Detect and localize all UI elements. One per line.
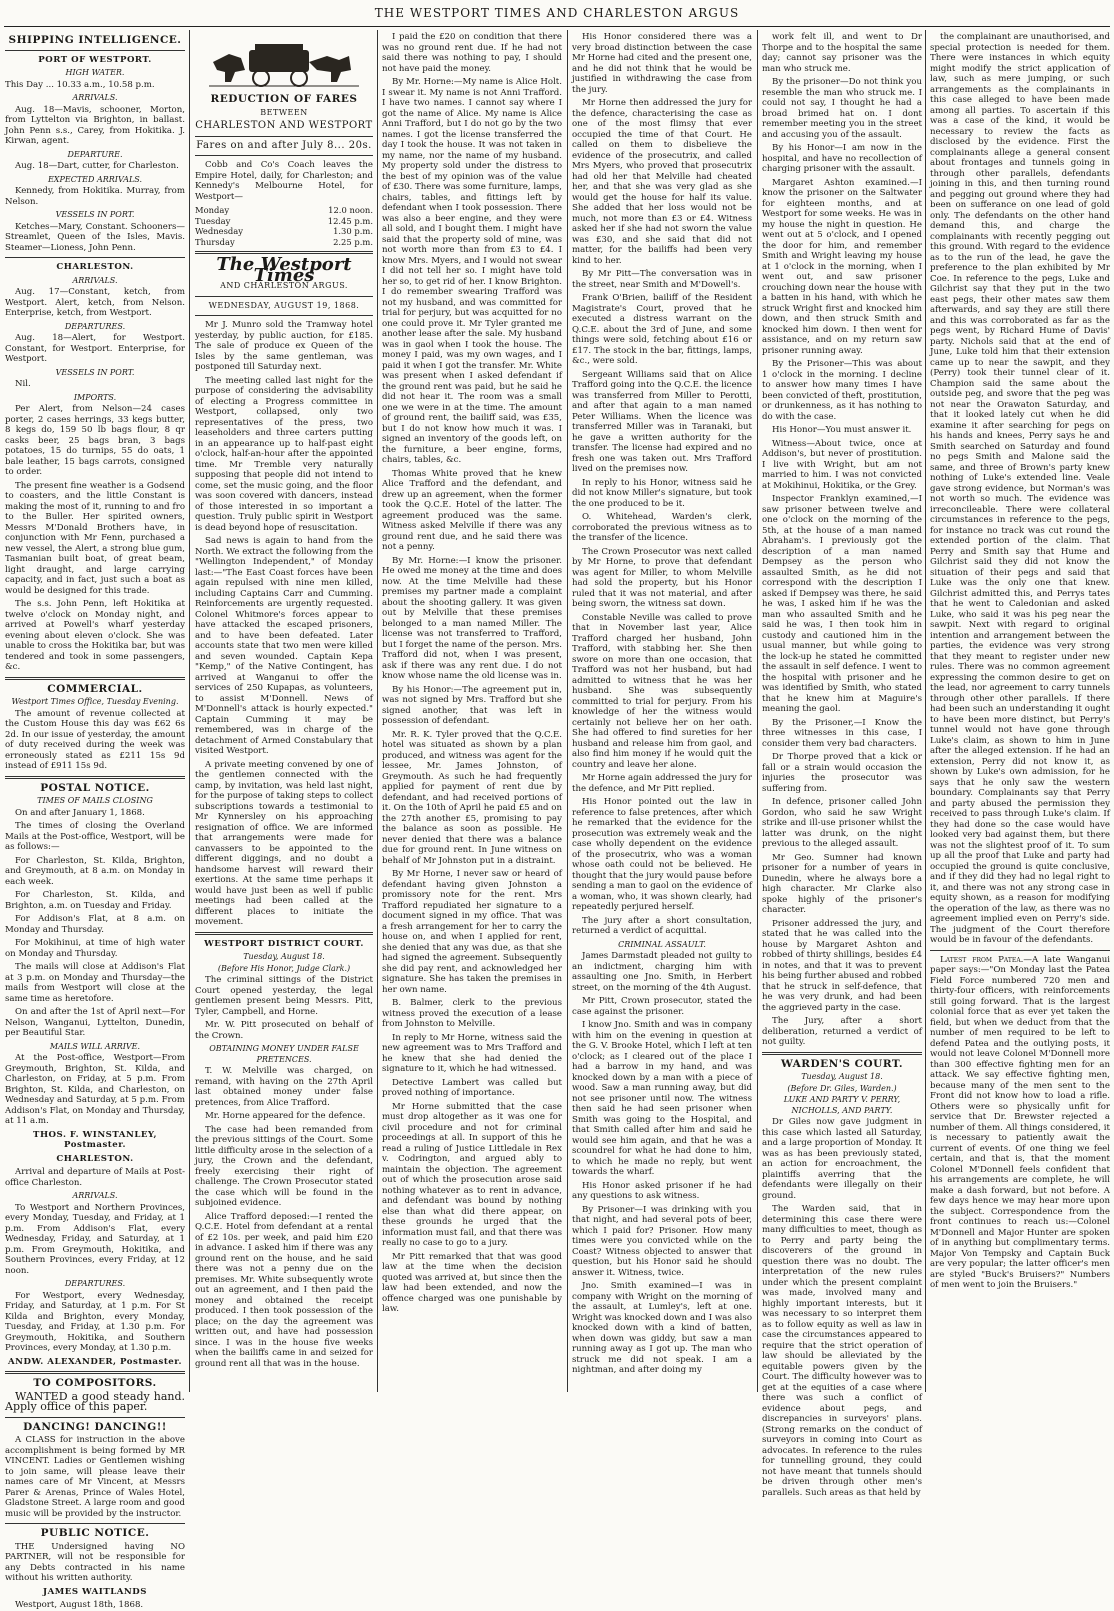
top-rule [4,26,1110,27]
case-heading: LUKE AND PARTY V. PERRY, NICHOLLS, AND PARTY. [783,1095,901,1115]
article-paragraph: His Honor considered there was a very broad distinction between the case Mr Horne had cited and the present one, and he did not think that he would be justified in withdrawing the case from the jury. [572,32,752,95]
timetable-day: Tuesday [195,215,231,226]
article-paragraph: Mr Horne submitted that the case must drop altogether as it was one for civil procedure and not for criminal proceedings at all. In support of this he read a ruling of Justice Littledale in Rex v. Codrington, and argued ably to maintain the objection. The agreement out of which the prosecution arose said nothing whatever as to rent in advance, and defendant was bound by nothing else than what did there appear, on these grounds he urged that the information must fail, and that there was really no case to go to a jury. [382,1101,562,1248]
imports-heading: IMPORTS. [73,392,117,402]
column-3 [382,32,562,1390]
expected: Kennedy, from Hokitika. Murray, from Nelson. [5,186,185,207]
postal-line: The mails will close at Addison's Flat at 3 p.m. on Monday and Thursday—the mails from Westport will close at the same time as heretofore. [5,962,185,1004]
postal-line: For Charleston, St. Kilda, and Brighton, a.m. on Tuesday and Friday. [5,890,185,911]
ch2-arrivals: To Westport and Northern Provinces, every Monday, Tuesday, and Friday, at 1 p.m. From Addison's Flat, every Wednesday, Friday, and Saturday, at 1 p.m. From Greymouth, Hokitika, and Southern Provinces, every Friday, at 12 noon. [5,1202,185,1276]
imports: Per Alert, from Nelson—24 cases porter, 2 cases herrings, 33 kegs butter, 8 kegs do, 159 50 lb bags flour, 8 qr casks beer, 25 bags bran, 3 bags potatoes, 15 do turnips, 55 do oats, 1 bale leather, 15 bags carrots, consigned to order. [5,404,185,477]
expected-heading: EXPECTED ARRIVALS. [47,174,143,184]
charleston-heading: CHARLESTON. [56,262,134,272]
ch-departures-heading: DEPARTURES. [64,321,126,331]
postmaster-signature: THOS. F. WINSTANLEY, Postmaster. [33,1129,157,1150]
article-paragraph: Sergeant Williams said that on Alice Trafford going into the Q.C.E. the licence was transferred from Miller to Perotti, and after that again to a man named Peter Williams. When the licence was transferred Miller was in Taranaki, but he gave a written authority for the transfer. The license had expired and no fresh one was taken out. Mrs Trafford lived on the premises now. [572,369,752,474]
ch2-departures: For Westport, every Wednesday, Friday, and Saturday, at 1 p.m. For St Kilda and Brighton, every Monday, Tuesday, and Friday, at 1.30 p.m. For Greymouth, Hokitika, and Southern Provinces, every Monday, at 1.30 p.m. [5,1290,185,1353]
column-1 [5,32,185,1610]
article-paragraph: By the prisoner—Do not think you resemble the man who struck me. I could not say, I thought he had a broad brimed hat on. I dont remember meeting you in the street and accusing you of the assault. [762,77,922,140]
timetable-row [195,237,373,248]
coach-illustration [209,36,359,90]
weather-paragraph: The present fine weather is a Godsend to coasters, and the little Constant is making the most of it, running to and fro to the Buller. Her spirited owners, Messrs M'Donald Brothers have, in conjunction with Mr Fenn, purchased a new vessel, the Alert, a strong blue gum, Tasmanian built boat, of great beam, light draught, and large carrying capacity, and in fact, just such a boat as would be designed for this trade. [5,480,185,596]
article-paragraph: I know Jno. Smith and was in company with him on the evening in question at the G. V. Brooke Hotel, which I left at ten o'clock; as I cleared out of the place I had a barrow in my hand, and was knocked down by a man with a piece of wood. Saw a man running away, but did not see prisoner until now. The witness then said he had seen prisoner when Smith was going to the Hospital, and that Smith called after him and said he would see him again, and that he was a scoundrel for what he had done to him, to which he made no reply, but went towards the wharf. [572,1020,752,1177]
ch-arrivals: Aug. 17—Constant, ketch, from Westport. Alert, ketch, from Nelson. Enterprise, ketch, from Westport. [5,287,185,318]
ch-vessels-heading: VESSELS IN PORT. [55,367,135,377]
article-paragraph: A private meeting convened by one of the gentlemen connected with the camp, by invitation, was held last night, for the purpose of taking steps to collect subscriptions towards a testimonial to Mr Kynnersley on his approaching resignation of office. We are informed that arrangements were made for canvassers to be appointed to the different diggings, and no doubt a handsome harvest will reward their exertions. At the same time perhaps it would have just been as well if public meetings had been called at the different places to initiate the movement. [195,759,373,927]
fares-route: CHARLESTON AND WESTPORT [195,120,373,131]
article-paragraph: Alice Trafford deposed:—I rented the Q.C.E. Hotel from defendant at a rental of £2 10s. per week, and paid him £20 in advance. I asked him if there was any ground rent on the house, and he said there was not a penny due on the premises. Mr. White subsequently wrote out an agreement, and I then paid the money and obtained the receipt produced. I then took possession of the place; on the day the agreement was written out, and have had possession since. I was in the house five weeks when the bailiffs came in and seized for ground rent all that was in the house. [195,1211,373,1369]
departure: Aug. 18—Dart, cutter, for Charleston. [15,161,179,171]
port-heading: PORT OF WESTPORT. [38,54,152,65]
postal-line: On and after the 1st of April next—For Nelson, Wanganui, Lyttelton, Dunedin, per Beautiful Star. [5,1007,185,1038]
article-paragraph: Thomas White proved that he knew Alice Trafford and the defendant, and drew up an agreement, when the former took the Q.C.E. Hotel of the latter. The agreement produced was the same. Witness asked Melville if there was any ground rent due, and he said there was not a penny. [382,468,562,552]
timetable-row [195,216,373,227]
article-paragraph: The Jury, after a short deliberation, returned a verdict of not guilty. [762,1016,922,1047]
postal-subheading: TIMES OF MAILS CLOSING [37,796,153,805]
court-date: Tuesday, August 18. [243,952,325,961]
column-6 [930,32,1110,1390]
timetable-row [195,205,373,216]
article-paragraph: Mr. W. Pitt prosecuted on behalf of the Crown. [195,1020,373,1041]
article-paragraph: The meeting called last night for the purpose of considering the advisability of electing a Progress committee in Westport, collapsed, only two representatives of the press, two leaseholders and three carters putting in an appearance up to half-past eight o'clock, half-an-hour after the appointed time. Mr Tremble very naturally supposing that people did not intend to come, set the music going, and the floor was soon covered with dancers, instead of those interested in so important a question. Truly public spirit in Westport is dead beyond hope of resuscitation. [195,375,373,533]
article-paragraph: Prisoner addressed the jury, and stated that he was called into the house by Margaret Ashton and robbed of thirty shillings, besides £4 in notes, and that it was to prevent his being further abused and robbed that he struck in self-defence, that he was very drunk, and had been the aggrieved party in the case. [762,918,922,1013]
fares-heading: REDUCTION OF FARES [210,93,358,105]
article-paragraph: Mr Pitt, Crown prosecutor, stated the case against the prisoner. [572,996,752,1017]
timetable-time: 2.25 p.m. [333,236,373,247]
article-paragraph: Jno. Smith examined—I was in company with Wright on the morning of the assault, at Lumley's, left at one. Wright was knocked down and I was also knocked down with a kind of batten, when down was giddy, but saw a man running away as I got up. The man who struck me did not speak. I am a nightman, and after doing my [572,1281,752,1375]
commercial-paragraph: The amount of revenue collected at the Custom House this day was £62 6s 2d. In our issue of yesterday, the amount of duty received during the week was erroneously stated as £211 15s 9d instead of £911 15s 9d. [5,708,185,771]
wardens-court-heading: WARDEN'S COURT. [781,1057,903,1070]
postal-line: The times of closing the Overland Mails at the Post-office, Westport, will be as follows:— [5,821,185,852]
timetable-row [195,226,373,237]
article-paragraph: Mr J. Munro sold the Tramway hotel yesterday, by public auction, for £185. The sale of produce ex Queen of the Isles by the same gentleman, was postponed till Saturday next. [195,320,373,372]
postal-line: For Addison's Flat, at 8 a.m. on Monday and Thursday. [5,914,185,935]
article-paragraph: Constable Neville was called to prove that in November last year, Alice Trafford charged her husband, John Trafford, with stabbing her. She then swore on more than one occasion, that Trafford was not her husband, but had admitted to witness that he was her husband. She was subsequently committed to trial for perjury. From his knowledge of her the witness would certainly not believe her on her oath. She had offered to find sureties for her husband and release him from gaol, and also find him money if he would quit the country and leave her alone. [572,612,752,770]
high-water-time: This Day ... 10.33 a.m., 10.58 p.m. [5,79,155,90]
article-paragraph: the complainant are unauthorised, and special protection is needed for them. There were instances in which equity might modify the strict application of law, such as mere jumping, or such arrangements as the complainants in this case alleged to have been made among all parties. To ascertain if this was a case of the kind, it would be necessary to review the facts as disclosed by the evidence. First the complainants allege a general consent about frontages and tunnels going in through other parallels, defendants joining in this, and then turning round and pegging out ground where they had been on sufferance on one lead of gold only. The defendants on the other hand demand this, and charge the complainants with recently pegging out this ground. With regard to the evidence as to the run of the lead, he gave the preference to the plan exhibited by Mr Coe. In reference to the pegs, Luke and Gilchrist say that they put in the two east pegs, their other mates saw them afterwards, and say they are still there and this was corroborated as far as the pegs went, by Richard Hume of Davis' party. Nichols said that at the end of June, Luke told him that their extension came up to near the sawpit, and they (Perry) took their tunnel clear of it. Champion said the same about the outside peg, and swore that the peg was not near the Orawaton Saturday, and that it looked lately cut when he did examine it after searching for pegs on his hands and knees, Perry says he and Smith searched on Saturday and found no pegs Smith and Malone said the same, and three of Brown's party knew nothing of Luke's extended line. Veale gave strong evidence, but Norman's was not worth so much. The evidence was irreconcileable. There were collateral circumstances in reference to the pegs, for instance no track was cut round the extended portion of the claim. That Perry and Smith say that Hume and Gilchrist said they did not know the situation of their pegs and said that Luke was the only one that knew. Gilchrist admitted this, and Perrys tates that he went to Caledonian and asked Luke, who said it was his peg near the sawpit. Next with regard to original intention and arrangement between the parties, the evidence was very strong that they meant to register under new rules. There was no common agreement expressing the common desire to get on the lead, nor agreement to carry tunnels through other other parallels. If there had been such an understanding it ought to have been more distinct, but Perry's tunnel would not have gone through Luke's claim, as shown to him in June after the alleged extension. If he had an extension, Perry did not know it, as shown by Luke's own admission, for he says that he only saw the western boundary. Complainants say that Perry and party abused the permission they received to pass through Luke's claim. If they had done so the case would have looked very bad against them, but there was not the slightest proof of it. To sum up all the proof that Luke and party had occupied the ground is quite conclusive, and if they did they had no legal right to it, and there was not any strong case in equity shown, as a reason for modifying the operation of the law, as there was no agreement implied even on Perry's side. The judgment of the Court therefore would be in favour of the defendants. [930,32,1110,945]
timetable-day: Wednesday [195,226,243,236]
article-paragraph: Dr Giles now gave judgment in this case which lasted all Saturday, and a large proportion of Monday. It was as has been previously stated, an action for encroachment, the plaintiffs averring that the defendants were illegally on their ground. [762,1117,922,1201]
patea-paragraph [930,955,1110,1291]
article-paragraph: T. W. Melville was charged, on remand, with having on the 27th April last obtained money under false pretences, from Alice Trafford. [195,1066,373,1108]
postal-intro: On and after January 1, 1868. [15,807,145,818]
article-paragraph: Detective Lambert was called but proved nothing of importance. [382,1077,562,1098]
article-paragraph: Mr Horne again addressed the jury for the defence, and Mr Pitt replied. [572,773,752,794]
fares-price: Fares on and after July 8... 20s. [196,139,372,151]
cobb-coach-notice: Cobb and Co's Coach leaves the Empire Hotel, daily, for Charleston; and Kennedy's Melbourne Hotel, for Westport— [195,160,373,202]
article-paragraph: By Mr Pitt—The conversation was in the street, near Smith and M'Dowell's. [572,269,752,290]
column-2 [195,32,373,1390]
article-paragraph: By Mr. Horne:—I know the prisoner. He owed me money at the time and does now. At the time Melville had these premises my partner made a complaint about the shooting gallery. It was given out by Melville that these premises belonged to a man named Miller. The license was not transferred to Trafford, but I forget the name of the person. Mrs. Trafford did not, when I was present, ask if there was any rent due. I do not know whose name the old license was in. [382,555,562,681]
commercial-heading: COMMERCIAL. [47,682,143,695]
arrivals-heading: ARRIVALS. [72,93,118,102]
article-paragraph: I paid the £20 on condition that there was no ground rent due. If he had not said there was nothing to pay, I should not have paid the money. [382,32,562,74]
public-notice-signature: JAMES WAITLANDS [43,1586,147,1597]
timetable-time: 12.45 p.m. [327,215,373,226]
article-paragraph: By the Prisoner,—I Know the three witnesses in this case, I consider them very bad characters. [762,717,922,749]
article-paragraph: Margaret Ashton examined.—I know the prisoner on the Saltwater for eighteen months, and at Westport for some weeks. He was in my house the night in question. He went out at 5 o'clock, and I opened the door for him, and remember Smith and Wright leaving my house at 1 o'clock in the morning, when I went out, and saw prisoner crouching down near the house with a batten in his hand, with which he struck Wright first and knocked him down, and then struck Smith and knocked him down. I then went for assistance, and on my return saw prisoner running away. [762,177,922,356]
article-paragraph: Mr. R. K. Tyler proved that the Q.C.E. hotel was situated as shown by a plan produced, and witness was agent for the lessee, Mr. James Johnston, of Greymouth. As such he had frequently applied for payment of rent due by defendant, and had received portions of it. On the 10th of April he paid £5 and on the 27th another £5, promising to pay the balance as soon as possible. He never denied that there was a balance due for ground rent. In June witness on behalf of Mr Johnston put in a distraint. [382,729,562,866]
postal-line: For Mokihinui, at time of high water on Monday and Thursday. [5,938,185,959]
article-paragraph: O. Whitehead, Warden's clerk, corroborated the previous witness as to the transfer of the licence. [572,512,752,543]
mails-arrive-heading: MAILS WILL ARRIVE. [49,1041,141,1051]
postal-line: For Charleston, St. Kilda, Brighton, and Greymouth, at 8 a.m. on Monday in each week. [5,855,185,887]
article-paragraph: The Warden said, that in determining this case there were many difficulties to meet, though as to Perry and party being the discoverers of the ground in question there was no doubt. The interpretation of the new rules under which the present complaint was made, involved many and highly important interests, but it was necessary to so interpret them as to follow equity as well as law in case the circumstances appeared to require that the strict operation of law should be alleviated by the equitable powers given by the Court. The difficulty however was to get at the equities of a case where there was such a conflict of evidence about pegs, and discrepancies in surveyors' plans. (Strong remarks on the conduct of surveyors in coming into Court as advocates. In reference to the rules for tunnelling ground, they could not have meant that tunnels should be driven through other men's parallels. Such areas as that held by [762,1204,922,1498]
article-paragraph: work felt ill, and went to Dr Thorpe and to the hospital the same day; cannot say prisoner was the man who struck me. [762,32,922,74]
timetable-time: 12.0 noon. [328,205,373,215]
assault-heading: CRIMINAL ASSAULT. [618,939,706,949]
district-court-heading: WESTPORT DISTRICT COURT. [204,938,364,949]
john-penn-paragraph: The s.s. John Penn, left Hokitika at twelve o'clock on Monday night, and arrived at Powell's wharf yesterday evening about eleven o'clock. She was unable to cross the Hokitika bar, but was tendered and took in some passengers, &c. [5,599,185,672]
public-notice-date: Westport, August 18th, 1868. [15,1600,144,1610]
article-paragraph: Witness—About twice, once at Addison's, but never of prostitution. I live with Wright, but am not married to him. I was not convicted at Mokihinui, Hokitika, or the Grey. [762,438,922,491]
offence-heading: OBTAINING MONEY UNDER FALSE PRETENCES. [209,1044,359,1064]
article-paragraph: His Honor asked prisoner if he had any questions to ask witness. [572,1180,752,1201]
compositors-heading: TO COMPOSITORS. [33,1377,157,1389]
patea-text: —A late Wanganui paper says:—"On Monday last the Patea Field Force numbered 720 men and thirty-four officers, with reinforcements still going forward. That is the largest colonial force that as ever yet taken the field, but when we deduct from that the number of men required to be left to defend Patea and the outlying posts, it would not leave Colonel M'Donnell more than 300 effective fighting men for an attack. We say effective fighting men, because many of the men sent to the Front did not know how to load a rifle. Others were so physically unfit for service that Dr. Brewster rejected a number of them. All things considered, it is necessary to patiently await the current of events. Of one thing we feel certain, and that is, that the moment Colonel M'Donnell feels confident that his arrangements are complete, he will make a dash forward, but not before. A few days hence we may hear more upon the subject. Correspondence from the front continues to reach us:—Colonel M'Donnell and Major Hunter are spoken of in anything but complimentary terms. Major Von Tempsky and Captain Buck are very popular; the latter officer's men are styled "Buck's Bruisers?" Numbers of men went to join the Bruisers." [930,954,1110,1290]
coach-timetable [195,205,373,247]
departure-heading: DEPARTURE. [67,149,123,159]
column-rule [189,30,190,1392]
vessels: Ketches—Mary, Constant. Schooners—Streamlet, Queen of the Isles, Mavis. Steamer—Lioness, John Penn. [5,221,185,253]
public-notice: THE Undersigned having NO PARTNER, will not be responsible for any Debts contracted in his name without his written authority. [5,1541,185,1583]
ch-arrivals-heading: ARRIVALS. [72,275,118,285]
article-paragraph: James Darmstadt pleaded not guilty to an indictment, charging him with assaulting one Jno. Smith, in Herbert street, on the morning of the 4th August. [572,951,752,993]
wardens-court-date: Tuesday, August 18. [801,1072,883,1081]
article-paragraph: By his Honor:—The agreement put in, was not signed by Mrs. Trafford but she signed another, that was left in possession of defendant. [382,684,562,726]
article-paragraph: The case had been remanded from the previous sittings of the Court. Some little difficulty arose in the selection of a jury, the Crown and the defendant, freely exercising their right of challenge. The Crown Prosecutor stated the case which will be found in the subjoined evidence. [195,1124,373,1208]
charleston-mail-heading: CHARLESTON. [56,1153,134,1164]
column-rule [757,30,758,1392]
high-water-heading: HIGH WATER. [65,68,125,77]
masthead: THE WESTPORT TIMES AND CHARLESTON ARGUS [374,6,740,20]
article-paragraph: The criminal sittings of the District Court opened yesterday, the legal gentlemen present being Messrs. Pitt, Tyler, Campbell, and Horne. [195,975,373,1017]
column-rule [377,30,378,1392]
compositors-ad: WANTED a good steady hand. Apply office of this paper. [5,1389,185,1413]
column-rule [925,30,926,1392]
patea-lead: Latest from Patea. [940,954,1024,965]
arrivals: Aug. 18—Mavis, schooner, Morton, from Lyttelton via Brighton, in ballast. John Penn s.s., Carey, from Hokitika. J. Kirwan, agent. [5,104,185,146]
article-paragraph: By Mr Horne, I never saw or heard of defendant having given Johnston a promissory note for the rent. Mrs Trafford repudiated her signature to a document signed in my office. That was a fresh arrangement for her to carry the house on, and when I applied for rent, she denied that any was due, as that she had signed the agreement. Subsequently she did pay rent, and acknowledged her signature. She has taken the premises in her own name. [382,869,562,995]
article-paragraph: Mr Horne then addressed the jury for the defence, characterising the case as one of the most flimsy that ever occupied the time of that Court. He called on them to disbelieve the evidence of the prosecutrix, and called Mrs Myers, who proved that prosecutrix had old her that Melville had cheated her, and that she was very glad as she would get the house for half its value. She added that her loss would not be much, not more than £3 or £4. Witness asked her if she had not sworn the value was £30, and she said that did not matter, for the bailiffs had been very kind to her. [572,98,752,266]
article-paragraph: By the Prisoner—This was about 1 o'clock in the morning. I decline to answer how many times I have been convicted of theft, prostitution, or drunkenness, as it has nothing to do with the case. [762,359,922,422]
vessels-heading: VESSELS IN PORT. [55,210,135,219]
timetable-day: Thursday [195,236,235,247]
article-paragraph: Mr. Horne appeared for the defence. [205,1111,366,1121]
issue-date: WEDNESDAY, AUGUST 19, 1868. [208,300,360,310]
column-4 [572,32,752,1390]
article-paragraph: His Honor—You must answer it. [772,425,912,435]
dancing-ad: A CLASS for instruction in the above accomplishment is being formed by MR VINCENT. Ladies or Gentlemen wishing to join same, will please leave their names care of Mr Vincent, at Messrs Parer & Arenas, Prince of Wales Hotel, Gladstone Street. A large room and good music will be provided by the instructor. [5,1435,185,1519]
article-paragraph: Dr Thorpe proved that a kick or fall or a strain would occasion the injuries the prosecutor was suffering from. [762,752,922,794]
article-paragraph: Mr Pitt remarked that that was good law at the time when the decision quoted was arrived at, but since then the law had been extended, and now the offence charged was one punishable by law. [382,1251,562,1314]
article-paragraph: In reply to his Honor, witness said he did not know Miller's signature, but took the one produced to be it. [572,477,752,509]
article-paragraph: By Prisoner—I was drinking with you that night, and had several pots of beer, which I paid for? Prisoner. How many times were you convicted while on the Coast? Witness objected to answer that question, but his Honor said he should answer it. Witness, twice. [572,1204,752,1278]
ch-departures: Aug. 18—Alert, for Westport. Constant, for Westport. Enterprise, for Westport. [5,333,185,364]
article-paragraph: Sad news is again to hand from the North. We extract the following from the "Wellington Independent," of Monday last:—"The East Coast forces have been again repulsed with nine men killed, including Captains Carr and Cumming. Reinforcements are urgently requested. Colonel Whitmore's forces appear to have attacked the escaped prisoners, and to have been defeated. Later accounts state that two men were killed and seven wounded. Captain Kepa "Kemp," of the Native Contingent, has arrived at Wanganui to offer the services of 250 Kupapas, as volunteers, to assist M'Donnell. News of M'Donnell's attack is hourly expected." Captain Cumming it may be remembered, was in charge of the detachment of Armed Constabulary that visited Westport. [195,536,373,756]
court-judge: (Before His Honor, Judge Clark.) [217,963,351,973]
fares-between: BETWEEN [260,107,308,117]
nameplate-subtitle: AND CHARLESTON ARGUS. [220,281,348,290]
article-paragraph: The Crown Prosecutor was next called by Mr Horne, to prove that defendant was agent for Miller, to whom Melville had sold the property, but his Honor ruled that it was not material, and after being sworn, the witness sat down. [572,546,752,609]
ch-vessels: Nil. [15,379,31,389]
public-notice-heading: PUBLIC NOTICE. [40,1527,150,1539]
article-paragraph: By his Honor—I am now in the hospital, and have no recollection of charging prisoner with the assault. [762,143,922,174]
shipping-heading: SHIPPING INTELLIGENCE. [8,34,182,46]
column-5 [762,32,922,1498]
article-paragraph: Frank O'Brien, bailiff of the Resident Magistrate's Court, proved that he executed a distress warrant on the Q.C.E. about the 3rd of June, and some things were sold, fetching about £16 or £17. The stock in the bar, fittings, lamps, &c., were sold. [572,293,752,366]
commercial-office: Westport Times Office, Tuesday Evening. [11,697,179,706]
paper-nameplate: The Westport Times [216,254,352,286]
ch2-departures-heading: DEPARTURES. [64,1279,126,1288]
dancing-heading: DANCING! DANCING!! [23,1420,167,1433]
article-paragraph: B. Balmer, clerk to the previous witness proved the execution of a lease from Johnston to Melville. [382,998,562,1029]
article-paragraph: Mr Geo. Sumner had known prisoner for a number of years in Dunedin, where he always bore a high character. Mr Clarke also spoke highly of the prisoner's character. [762,852,922,915]
timetable-day: Monday [195,205,230,215]
postmaster-signature: ANDW. ALEXANDER, Postmaster. [8,1356,182,1367]
article-paragraph: The jury after a short consultation, returned a verdict of acquittal. [572,915,752,936]
ch2-arrivals-heading: ARRIVALS. [72,1191,118,1200]
postal-heading: POSTAL NOTICE. [40,781,150,794]
charleston-mail-intro: Arrival and departure of Mails at Post-office Charleston. [5,1167,185,1188]
article-paragraph: In reply to Mr Horne, witness said the new agreement was to Mrs Trafford and he knew that she had denied the signature to it, which he had witnessed. [382,1032,562,1074]
wardens-court-judge: (Before Dr. Giles, Warden.) [787,1083,897,1093]
article-paragraph: His Honor pointed out the law in reference to false pretences, after which he remarked that the evidence for the prosecution was extremely weak and the case wholly dependent on the evidence of the prosecutrix, who was a woman whose oath could not be believed. He thought that the jury would pause before sending a man to gaol on the evidence of a woman, who, it was shown clearly, had repeatedly perjured herself. [572,797,752,912]
mails-arrive: At the Post-office, Westport—From Greymouth, Brighton, St. Kilda, and Charleston, on Friday, at 5 p.m. From Brighton, St. Kilda, and Charleston, on Wednesday and Saturday, at 5 p.m. From Addison's Flat, on Monday and Thursday, at 11 a.m. [5,1053,185,1126]
article-paragraph: Inspector Franklyn examined,—I saw prisoner between twelve and one o'clock on the morning of the 5th, at the house of a man named Abraham's. I previously got the description of a man named Dempsey as the person who assaulted Smith, as he did not correspond with the description I asked if Dempsey was there, he said he was, I asked him if he was the man who assaulted Smith and he said he was, I then took him in custody and cautioned him in the usual manner, but while going to the lock-up he stated he committed the assault in self defence. I went to the hospital with prisoner and he was identified by Smith, who stated that he knew him at Maguire's meaning the gaol. [762,494,922,714]
column-rule [567,30,568,1392]
article-paragraph: By Mr. Horne:—My name is Alice Holt. I swear it. My name is not Anni Trafford. I have two names. I cannot say where I got the name of Alice. My name is Alice Anni Trafford, but I do not go by the two names. I got the license transferred the day I took the house. It was not taken in my name, nor the name of my husband. My property sold under the distress to the best of my opinion was of the value of £30. There was some furniture, lamps, chairs, tables, and fittings left by defendant when I took possession. There was also a beer engine, and they were all sold, and I bought them. I might have said that the property sold of mine, was not worth more than from £3 to £4. I know Mrs. Myers, and I would not swear I did not tell her so. I might have told her so, to get rid of her. I know Brighton. I do remember swearing Trafford was not my husband, and was committed for trial for perjury, but was acquitted for no one could prove it. Mr Tyler granted me another lease after the sale. My husband was in gaol when I took the house. The money I paid, was my own wages, and I paid it when I got the transfer. Mr. White was present when I asked defendant if the ground rent was paid, but he said he did not hear it. The room was a small one we were in at the time. The amount of ground rent, the bailiff said, was £35, but I do not know how much it was. I signed an inventory of the goods left, on the furniture, a beer engine, forms, chairs, tables, &c. [382,77,562,465]
article-paragraph: In defence, prisoner called John Gordon, who said he saw Wright strike and ill-use prisoner whilst the latter was drunk, on the night previous to the alleged assault. [762,797,922,849]
timetable-time: 1.30 p.m. [333,226,373,236]
